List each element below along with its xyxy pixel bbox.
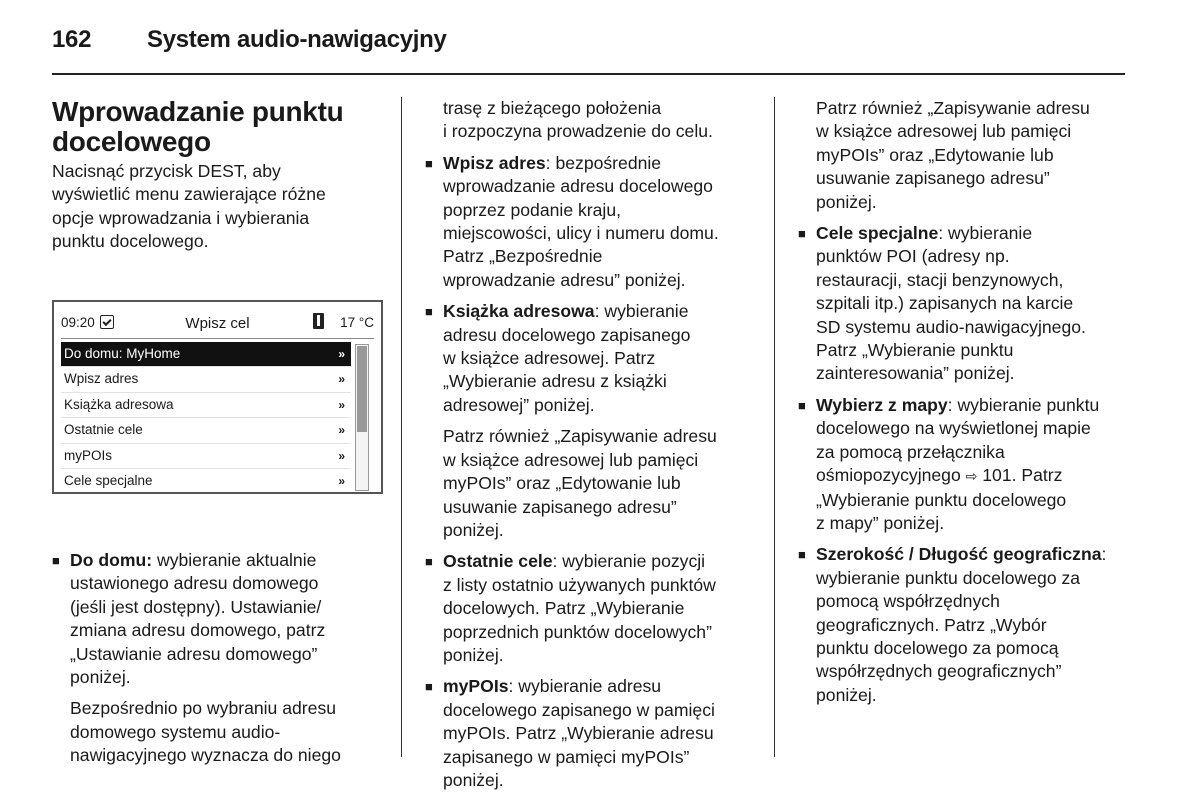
bullet-szerokosc-dlugosc: ■ Szerokość / Długość geograficzna: wybieranie punktu docelowego za pomocą współrzędnych geograficznych. Patrz „Wybór punktu docelowego za pomocą współrzędnych geograficznych” poniżej.	[798, 543, 1138, 707]
intro-line: wyświetlić menu zawierające różne	[52, 184, 326, 205]
bullet-term: Do domu:	[70, 550, 153, 570]
bullet-wybierz-z-mapy: ■ Wybierz z mapy: wybieranie punktu docelowego na wyświetlonej mapie za pomocą przełącznika ośmiopozycyjnego ⇨ 101. Patrz „Wybieranie punktu docelowego z mapy” poniżej.	[798, 394, 1138, 535]
chevron-right-icon: »	[338, 372, 345, 387]
navigation-screen	[52, 300, 383, 494]
intro-line: opcje wprowadzania i wybierania	[52, 207, 310, 228]
menu-item-ksiazka-adresowa[interactable]	[61, 393, 351, 418]
chevron-right-icon: »	[338, 423, 345, 438]
menu-item-cele-specjalne[interactable]	[61, 469, 351, 493]
menu-item-label: Wpisz adres	[64, 371, 139, 387]
intro-paragraph	[52, 160, 392, 254]
intro-line: Nacisnąć przycisk DEST, aby	[52, 161, 281, 181]
page-number: 162	[52, 26, 92, 53]
menu-item-label: Cele specjalne	[64, 472, 153, 488]
chevron-right-icon: »	[338, 473, 345, 488]
bullet-mypois: ■ myPOIs: wybieranie adresu docelowego zapisanego w pamięci myPOIs. Patrz „Wybieranie adresu zapisanego w pamięci myPOIs” poniżej.	[425, 675, 765, 792]
menu-item-label: Ostatnie cele	[64, 422, 143, 438]
chevron-right-icon: »	[338, 397, 345, 412]
menu-item-wpisz-adres[interactable]	[61, 367, 351, 392]
column-2	[425, 97, 765, 792]
destination-menu	[61, 342, 351, 493]
column-1	[52, 97, 392, 254]
ksiazka-adresowa-note: Patrz również „Zapisywanie adresu w książce adresowej lub pamięci myPOIs” oraz „Edytowanie lub usuwanie zapisanego adresu” poniżej.	[443, 426, 717, 540]
continued-text: trasę z bieżącego położenia i rozpoczyna prowadzenie do celu.	[443, 98, 713, 142]
chevron-right-icon: »	[338, 448, 345, 463]
bullet-ksiazka-adresowa: ■ Książka adresowa: wybieranie adresu docelowego zapisanego w książce adresowej. Patrz „Wybieranie adresu z książki adresowej” poniżej.	[425, 300, 765, 417]
bullet-cele-specjalne: ■ Cele specjalne: wybieranie punktów POI (adresy np. restauracji, stacji benzynowych, szpitali itp.) zapisanych na karcie SD systemu audio-nawigacyjnego. Patrz „Wybieranie punktu zainteresowania” poniżej.	[798, 222, 1138, 386]
screen-title: Wpisz cel	[185, 315, 250, 332]
thermometer-icon	[313, 313, 324, 329]
continued-note: Patrz również „Zapisywanie adresu w książce adresowej lub pamięci myPOIs” oraz „Edytowanie lub usuwanie zapisanego adresu” poniżej.	[816, 98, 1090, 212]
header-rule	[52, 73, 1125, 75]
column-3	[798, 97, 1138, 707]
menu-item-label: Książka adresowa	[64, 396, 174, 412]
menu-item-label: Do domu: MyHome	[64, 346, 181, 361]
bullet-do-domu: ■ Do domu: wybieranie aktualnie ustawionego adresu domowego (jeśli jest dostępny). Ustawianie/ zmiana adresu domowego, patrz „Ustawianie adresu domowego” poniżej.	[52, 549, 392, 689]
intro-line: punktu docelowego.	[52, 231, 209, 252]
scrollbar-thumb[interactable]	[357, 346, 367, 432]
screen-status-bar	[61, 312, 374, 334]
bullet-ostatnie-cele: ■ Ostatnie cele: wybieranie pozycji z listy ostatnio używanych punktów docelowych. Patrz „Wybieranie poprzednich punktów docelowych” poniżej.	[425, 550, 765, 667]
screen-divider	[61, 338, 374, 339]
menu-item-mypois[interactable]	[61, 444, 351, 469]
do-domu-note: Bezpośrednio po wybraniu adresu domowego systemu audio- nawigacyjnego wyznacza do niego	[70, 698, 341, 766]
bullet-wpisz-adres: ■ Wpisz adres: bezpośrednie wprowadzanie adresu docelowego poprzez podanie kraju, miejscowości, ulicy i numeru domu. Patrz „Bezpośrednie wprowadzanie adresu” poniżej.	[425, 152, 765, 292]
page-reference-arrow-icon: ⇨	[965, 468, 978, 485]
menu-item-ostatnie-cele[interactable]	[61, 418, 351, 443]
page-header	[52, 26, 447, 54]
screen-temperature: 17 °C	[340, 315, 374, 330]
column-1-lower	[52, 549, 392, 768]
chevron-right-icon: »	[338, 347, 345, 361]
column-divider-1	[401, 97, 402, 757]
column-divider-2	[774, 97, 775, 757]
menu-scrollbar[interactable]	[355, 344, 369, 491]
screen-time: 09:20	[61, 315, 95, 330]
chapter-title: System audio-nawigacyjny	[147, 26, 447, 53]
menu-item-label: myPOIs	[64, 447, 113, 463]
menu-item-do-domu[interactable]	[61, 342, 351, 367]
section-heading: Wprowadzanie punktu docelowego	[52, 96, 344, 157]
